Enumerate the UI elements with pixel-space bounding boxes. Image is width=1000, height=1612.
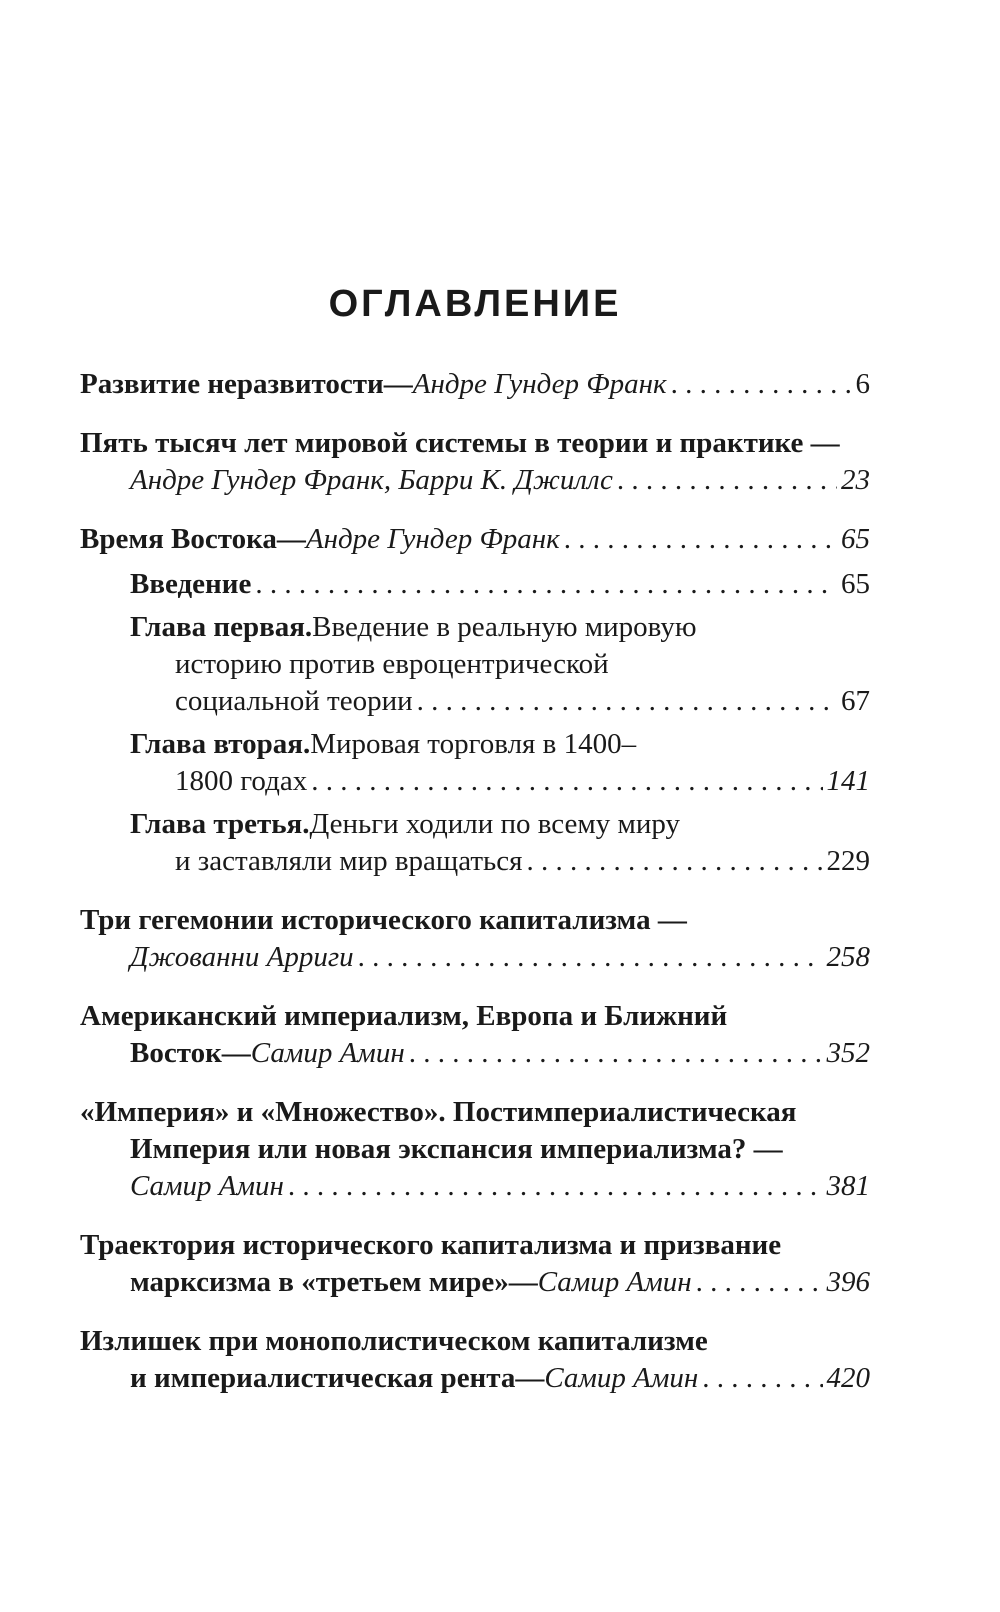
entry-text: и заставляли мир вращаться [175, 845, 523, 877]
toc-line [80, 726, 870, 763]
toc-line [80, 1094, 870, 1131]
entry-text: Деньги ходили по всему миру [309, 808, 680, 840]
entry-title: Империя или новая экспансия империализма? — [130, 1133, 783, 1165]
leader-dots [564, 521, 837, 558]
entry-author: Самир Амин [544, 1362, 699, 1394]
toc-line [80, 843, 870, 880]
entry-title: Развитие неразвитости [80, 368, 384, 400]
entry-author: Андре Гундер Франк, Барри К. Джиллс [130, 464, 613, 496]
leader-dots [702, 1360, 822, 1397]
page-number: 65 [841, 568, 870, 600]
leader-dots [617, 462, 837, 499]
entry-title: Введение [130, 568, 252, 600]
entry-text: Мировая торговля в 1400– [310, 728, 637, 760]
toc-sub-entry [80, 726, 870, 800]
page-number: 352 [826, 1037, 870, 1069]
toc-line [80, 366, 870, 403]
entry-separator: — [508, 1266, 538, 1298]
entry-separator: — [276, 523, 306, 555]
entry-text: социальной теории [175, 685, 413, 717]
toc-entry [80, 998, 870, 1072]
toc-entry [80, 1094, 870, 1205]
entry-title: Время Востока [80, 523, 277, 555]
entry-author: Джованни Арриги [130, 941, 354, 973]
leader-dots [358, 939, 823, 976]
toc-line [80, 1168, 870, 1205]
page-number: 67 [841, 685, 870, 717]
entry-text: 1800 годах [175, 765, 308, 797]
entry-title: Излишек при монополистическом капитализме [80, 1325, 708, 1357]
toc-line [80, 1131, 870, 1168]
leader-dots [288, 1168, 823, 1205]
toc-entry [80, 1323, 870, 1397]
entry-title: Глава третья. [130, 808, 310, 840]
toc-line [80, 806, 870, 843]
page-number: 381 [826, 1170, 870, 1202]
toc-entry [80, 902, 870, 976]
toc-sub-entry [80, 806, 870, 880]
entry-author: Самир Амин [537, 1266, 692, 1298]
toc-line [80, 1227, 870, 1264]
toc-heading: ОГЛАВЛЕНИЕ [328, 283, 622, 325]
toc-line [80, 998, 870, 1035]
entry-title: Глава вторая. [130, 728, 311, 760]
entry-author: Самир Амин [250, 1037, 405, 1069]
page-number: 420 [826, 1362, 870, 1394]
entry-title: «Империя» и «Множество». Постимпериалистическая [80, 1096, 797, 1128]
entry-separator: — [515, 1362, 545, 1394]
entry-title: и империалистическая рента [130, 1362, 516, 1394]
entry-text: историю против евроцентрической [175, 648, 609, 680]
toc-line [80, 462, 870, 499]
page-number: 23 [841, 464, 870, 496]
page-number: 65 [841, 523, 870, 555]
leader-dots [671, 366, 852, 403]
page-number: 141 [826, 765, 870, 797]
toc-entry [80, 366, 870, 403]
toc-line [80, 1323, 870, 1360]
leader-dots [255, 566, 837, 603]
entry-title: Американский империализм, Европа и Ближний [80, 1000, 728, 1032]
toc-entry [80, 521, 870, 558]
toc-entry [80, 425, 870, 499]
entry-separator: — [221, 1037, 251, 1069]
toc-line [80, 939, 870, 976]
toc-line [80, 646, 870, 683]
entry-separator: — [383, 368, 413, 400]
toc-line [80, 763, 870, 800]
leader-dots [696, 1264, 823, 1301]
leader-dots [417, 683, 837, 720]
page-number: 396 [826, 1266, 870, 1298]
entry-title: Восток [130, 1037, 222, 1069]
toc-line [80, 1035, 870, 1072]
entry-title: Глава первая. [130, 611, 313, 643]
page-number: 229 [826, 845, 870, 877]
page-number: 6 [855, 368, 870, 400]
toc-line [80, 902, 870, 939]
entry-text: Введение в реальную мировую [312, 611, 697, 643]
toc-line [80, 609, 870, 646]
entry-title: Три гегемонии исторического капитализма — [80, 904, 687, 936]
toc-line [80, 521, 870, 558]
toc-line [80, 566, 870, 603]
toc-line [80, 425, 870, 462]
entry-title: марксизма в «третьем мире» [130, 1266, 509, 1298]
leader-dots [409, 1035, 823, 1072]
entry-author: Андре Гундер Франк [305, 523, 560, 555]
toc-line [80, 1360, 870, 1397]
toc-line [80, 1264, 870, 1301]
entry-title: Траектория исторического капитализма и призвание [80, 1229, 782, 1261]
entry-title: Пять тысяч лет мировой системы в теории и практике — [80, 427, 840, 459]
page-number: 258 [826, 941, 870, 973]
toc-line [80, 683, 870, 720]
leader-dots [526, 843, 822, 880]
entry-author: Самир Амин [130, 1170, 284, 1202]
table-of-contents [80, 280, 870, 1419]
toc-sub-entry [80, 566, 870, 603]
toc-sub-entry [80, 609, 870, 720]
entry-author: Андре Гундер Франк [412, 368, 667, 400]
leader-dots [311, 763, 822, 800]
toc-entry [80, 1227, 870, 1301]
